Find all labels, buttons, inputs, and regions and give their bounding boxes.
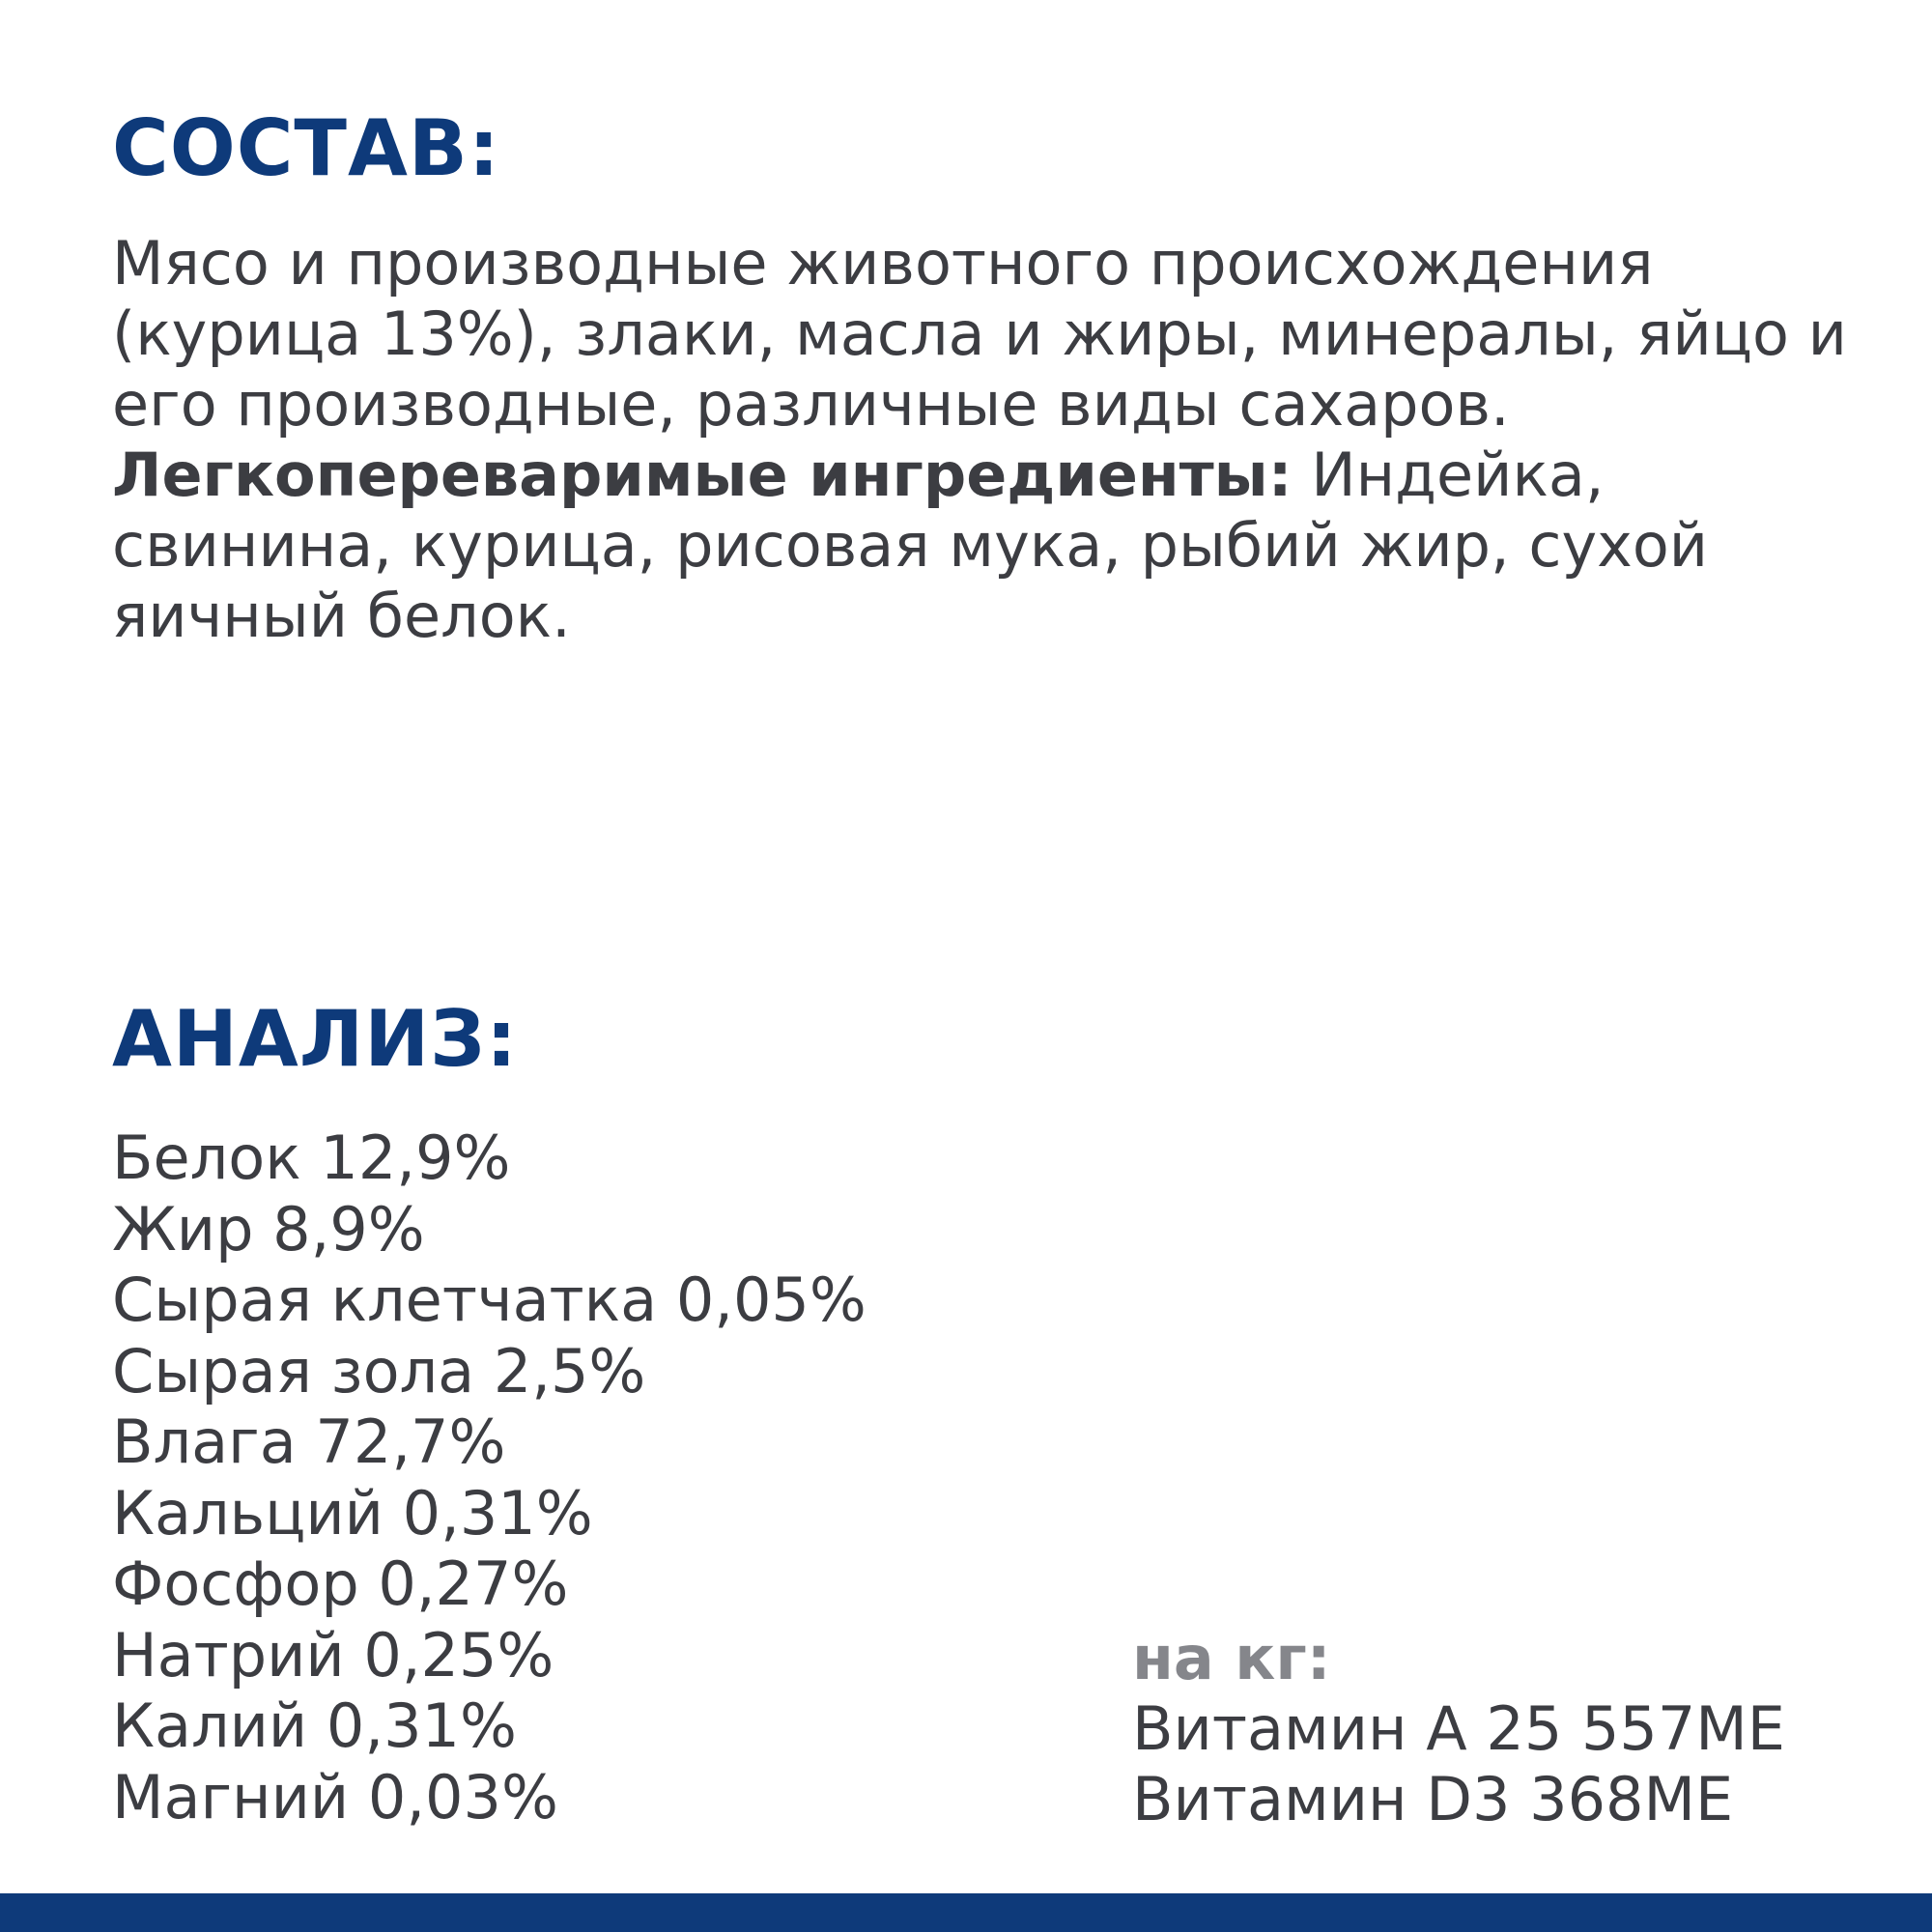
- analysis-item-protein: Белок 12,9%: [112, 1122, 511, 1193]
- composition-heading: СОСТАВ:: [112, 103, 500, 193]
- analysis-item-phosphorus: Фосфор 0,27%: [112, 1548, 569, 1619]
- per-kg-label: на кг:: [1132, 1623, 1331, 1693]
- composition-text: Мясо и производные животного происхождения (курица 13%), злаки, масла и жиры, минералы, яйцо и его производные, различные виды сахаров.: [112, 228, 1847, 440]
- analysis-item-magnesium: Магний 0,03%: [112, 1761, 558, 1833]
- analysis-item-moisture: Влага 72,7%: [112, 1406, 506, 1477]
- footer-bar: [0, 1893, 1932, 1932]
- analysis-heading: АНАЛИЗ:: [112, 994, 519, 1084]
- analysis-list: [112, 1122, 867, 1833]
- analysis-item-sodium: Натрий 0,25%: [112, 1619, 554, 1690]
- vitamin-a: Витамин А 25 557МЕ: [1132, 1693, 1785, 1764]
- digestible-ingredients-label: Легкопереваримые ингредиенты:: [112, 440, 1293, 510]
- analysis-item-fat: Жир 8,9%: [112, 1193, 425, 1264]
- vitamin-d3: Витамин D3 368МЕ: [1132, 1764, 1734, 1834]
- analysis-item-fiber: Сырая клетчатка 0,05%: [112, 1264, 867, 1335]
- digestible-ingredients: [112, 440, 1889, 651]
- analysis-item-calcium: Кальций 0,31%: [112, 1477, 593, 1548]
- analysis-item-potassium: Калий 0,31%: [112, 1690, 517, 1761]
- per-kg-section: [1132, 1623, 1785, 1834]
- composition-section: [112, 228, 1889, 651]
- analysis-item-ash: Сырая зола 2,5%: [112, 1335, 646, 1406]
- digestible-ingredients-text: Индейка, свинина, курица, рисовая мука, рыбий жир, сухой яичный белок.: [112, 440, 1709, 651]
